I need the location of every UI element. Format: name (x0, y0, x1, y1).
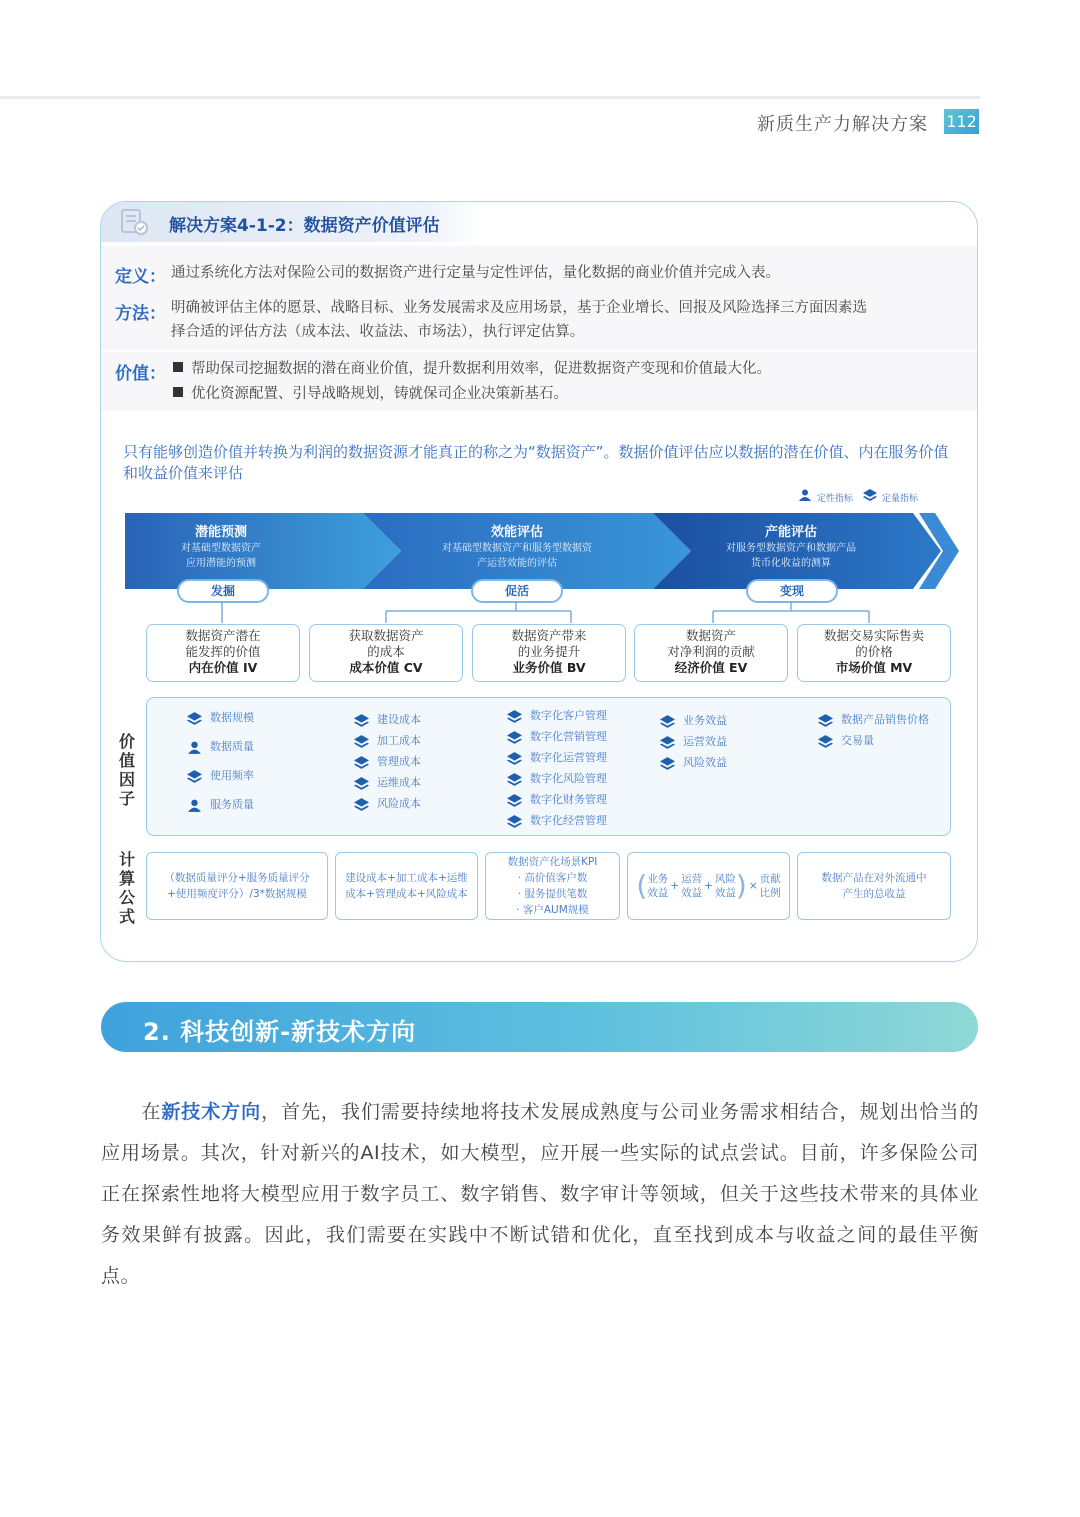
running-title: 新质生产力解决方案 (757, 114, 928, 135)
formula-text: · 服务提供笔数 (517, 888, 588, 900)
layers-icon (818, 713, 841, 726)
layers-icon (660, 756, 683, 769)
formula-term: 业务 (647, 873, 669, 885)
formula-text: 产生的总收益 (842, 888, 906, 900)
factor-label: 数据规模 (210, 711, 254, 724)
factor-item (187, 708, 254, 728)
factor-item (507, 727, 607, 747)
value-box (146, 624, 300, 682)
stage-subtitle: 产运营效能的评估 (477, 558, 557, 569)
formula-text: 建设成本+加工成本+运维 (345, 872, 468, 884)
value-box-line: 获取数据资产 (348, 628, 424, 643)
formula-text: 成本+管理成本+风险成本 (345, 888, 468, 900)
stage-pill: 促活 (471, 579, 563, 603)
factor-label: 加工成本 (377, 734, 421, 747)
factor-label: 数据质量 (210, 740, 254, 753)
paragraph-text: ，首先，我们需要持续地将技术发展成熟度与公司业务需求相结合，规划出恰当的应用场景。其次，针对新兴的AI技术，如大模型，应开展一些实际的试点尝试。目前，许多保险公司正在探索性地将大模型应用于数字员工、数字销售、数字审计等领域，但关于这些技术带来的具体业务效果鲜有披露。因此，我们需要在实践中不断试错和优化，直至找到成本与收益之间的最佳平衡点。 (101, 1101, 979, 1287)
factor-item (354, 794, 421, 814)
layers-icon (507, 814, 530, 827)
bracket-close-icon: ) (735, 869, 747, 902)
value-box-line: 的成本 (367, 644, 405, 659)
value-box (797, 624, 951, 682)
legend-qualitative: 定性指标 (817, 494, 854, 504)
layers-icon (507, 793, 530, 806)
layers-icon (507, 772, 530, 785)
factors-panel (146, 697, 951, 836)
factor-item (354, 710, 421, 730)
factor-label: 业务效益 (683, 714, 727, 727)
value-box-line: 的价格 (855, 644, 893, 659)
formula-text: · 高价值客户数 (517, 872, 588, 884)
factor-item (507, 706, 607, 726)
stage-subtitle: 对基础型数据资产和服务型数据资 (442, 543, 592, 554)
formula-text: 数据资产化场景KPI (507, 856, 598, 868)
bullet-square-icon (173, 362, 183, 372)
formula-text: （数据质量评分+服务质量评分 (164, 872, 310, 884)
factor-item (660, 711, 727, 731)
layers-icon (354, 734, 377, 747)
factor-label: 管理成本 (377, 755, 421, 768)
factor-item (507, 748, 607, 768)
stage-subtitle: 对服务型数据资产和数据产品 (726, 543, 856, 554)
factor-label: 数字化财务管理 (530, 793, 607, 806)
value-box-line: 的业务提升 (517, 644, 581, 659)
value-box-line: 数据资产 (685, 628, 736, 643)
body-paragraph (101, 1092, 979, 1297)
section-heading-bar (101, 1002, 978, 1052)
formula-term: 运营 (681, 873, 703, 885)
formula-text: 数据产品在对外流通中 (821, 872, 927, 884)
layers-icon (187, 711, 210, 724)
formula-box (627, 852, 790, 920)
factor-item (507, 769, 607, 789)
value-box (309, 624, 463, 682)
method-line-2: 择合适的评估方法（成本法、收益法、市场法），执行评定估算。 (171, 324, 585, 340)
document-icon (119, 208, 149, 236)
section-title: 2. 科技创新-新技术方向 (143, 1018, 417, 1046)
value-box (472, 624, 626, 682)
factor-label: 数字化客户管理 (530, 709, 607, 722)
value-box-name: 内在价值 IV (188, 660, 258, 675)
layers-icon (818, 734, 841, 747)
formula-term: 风险 (714, 873, 736, 885)
factor-label: 运营效益 (683, 735, 727, 748)
page-number: 112 (944, 109, 979, 134)
stage-pill: 变现 (746, 579, 838, 603)
factor-item (507, 811, 607, 831)
person-icon (187, 798, 210, 811)
header-rule (0, 96, 980, 99)
card-title: 解决方案4-1-2：数据资产价值评估 (169, 216, 440, 236)
factor-column (187, 708, 254, 824)
factor-item (354, 752, 421, 772)
bullet-square-icon (173, 387, 183, 397)
layers-icon (507, 709, 530, 722)
value-box-line: 能发挥的价值 (185, 644, 261, 659)
factors-label: 价值因子 (118, 732, 135, 808)
factor-item (660, 732, 727, 752)
value-box-line: 数据资产潜在 (185, 628, 261, 643)
stage-subtitle: 应用潜能的预测 (186, 558, 256, 569)
factor-item (187, 737, 254, 757)
factor-item (507, 790, 607, 810)
value-bullet-1 (173, 357, 771, 381)
value-box-line: 对净利润的贡献 (667, 644, 755, 659)
factor-item (660, 753, 727, 773)
formula-box (797, 852, 951, 920)
formula-term: 效益 (714, 887, 736, 899)
plus-sign: + (670, 880, 680, 892)
layers-icon (187, 769, 210, 782)
formula-label: 计算公式 (118, 850, 135, 926)
factor-label: 建设成本 (377, 713, 421, 726)
layers-icon (507, 751, 530, 764)
legend-quantitative: 定量指标 (882, 494, 919, 504)
layers-icon (660, 714, 683, 727)
factor-label: 风险效益 (683, 756, 727, 769)
factor-item (187, 766, 254, 786)
factor-label: 数字化经营管理 (530, 814, 607, 827)
layers-icon (863, 489, 877, 501)
times-sign: × (748, 880, 758, 892)
value-box (634, 624, 788, 682)
bracket-open-icon: ( (636, 869, 648, 902)
factor-item (818, 710, 929, 730)
stage-title: 潜能预测 (194, 525, 247, 540)
value-box-name: 市场价值 MV (835, 660, 913, 675)
value-bullet-text: 帮助保司挖掘数据的潜在商业价值，提升数据利用效率，促进数据资产变现和价值最大化。 (191, 361, 771, 377)
factor-column (660, 711, 727, 774)
factor-item (354, 773, 421, 793)
value-box-name: 成本价值 CV (349, 660, 423, 675)
stage-subtitle: 货币化收益的测算 (751, 558, 831, 569)
factor-label: 运维成本 (377, 776, 421, 789)
layers-icon (660, 735, 683, 748)
factor-label: 风险成本 (377, 797, 421, 810)
stage-title: 产能评估 (764, 525, 817, 540)
factor-label: 数据产品销售价格 (841, 713, 929, 726)
method-label: 方法： (115, 304, 166, 324)
definition-label: 定义： (115, 267, 166, 287)
factor-column (818, 710, 929, 752)
value-box-line: 数据资产带来 (511, 628, 587, 643)
stage-pill: 发掘 (177, 579, 269, 603)
formula-text: · 客户AUM规模 (516, 904, 589, 916)
factor-label: 使用频率 (210, 769, 254, 782)
formula-term: 贡献 (759, 873, 781, 885)
value-label: 价值： (115, 364, 166, 384)
value-bullet-text: 优化资源配置、引导战略规划，铸就保司企业决策新基石。 (191, 386, 568, 402)
formula-term: 效益 (681, 887, 703, 899)
info-divider (101, 350, 978, 352)
value-box-name: 经济价值 EV (674, 660, 748, 675)
factor-label: 数字化风险管理 (530, 772, 607, 785)
factor-label: 服务质量 (210, 798, 254, 811)
value-box-line: 数据交易实际售卖 (823, 628, 924, 643)
solution-card (100, 201, 978, 962)
paragraph-emphasis: 新技术方向 (161, 1101, 262, 1123)
definition-text: 通过系统化方法对保险公司的数据资产进行定量与定性评估，量化数据的商业价值并完成入表。 (171, 265, 780, 281)
paragraph-text: 在 (141, 1101, 162, 1123)
formula-box (485, 852, 620, 920)
formula-box (335, 852, 478, 920)
connector-lines (101, 601, 978, 625)
factor-item (354, 731, 421, 751)
factor-column (354, 710, 421, 815)
stage-subtitle: 对基础型数据资产 (181, 543, 261, 554)
factor-label: 数字化营销管理 (530, 730, 607, 743)
method-line-1: 明确被评估主体的愿景、战略目标、业务发展需求及应用场景，基于企业增长、回报及风险选择三方面因素选 (171, 300, 867, 316)
formula-term: 比例 (759, 887, 781, 899)
person-icon (798, 489, 812, 501)
factor-label: 数字化运营管理 (530, 751, 607, 764)
factor-column (507, 706, 607, 832)
layers-icon (354, 797, 377, 810)
formula-term: 效益 (647, 887, 669, 899)
plus-sign: + (704, 880, 713, 892)
formula-text: +使用频度评分）/3*数据规模 (167, 888, 307, 900)
formula-box (146, 852, 328, 920)
layers-icon (354, 755, 377, 768)
stage-title: 效能评估 (490, 525, 543, 540)
layers-icon (507, 730, 530, 743)
person-icon (187, 740, 210, 753)
value-box-name: 业务价值 BV (512, 660, 586, 675)
factor-item (818, 731, 929, 751)
factor-label: 交易量 (841, 734, 874, 747)
layers-icon (354, 776, 377, 789)
intro-text: 只有能够创造价值并转换为利润的数据资源才能真正的称之为“数据资产”。数据价值评估应以数据的潜在价值、内在服务价值和收益价值来评估 (123, 443, 949, 482)
factor-item (187, 795, 254, 815)
layers-icon (354, 713, 377, 726)
value-bullet-2 (173, 382, 568, 406)
